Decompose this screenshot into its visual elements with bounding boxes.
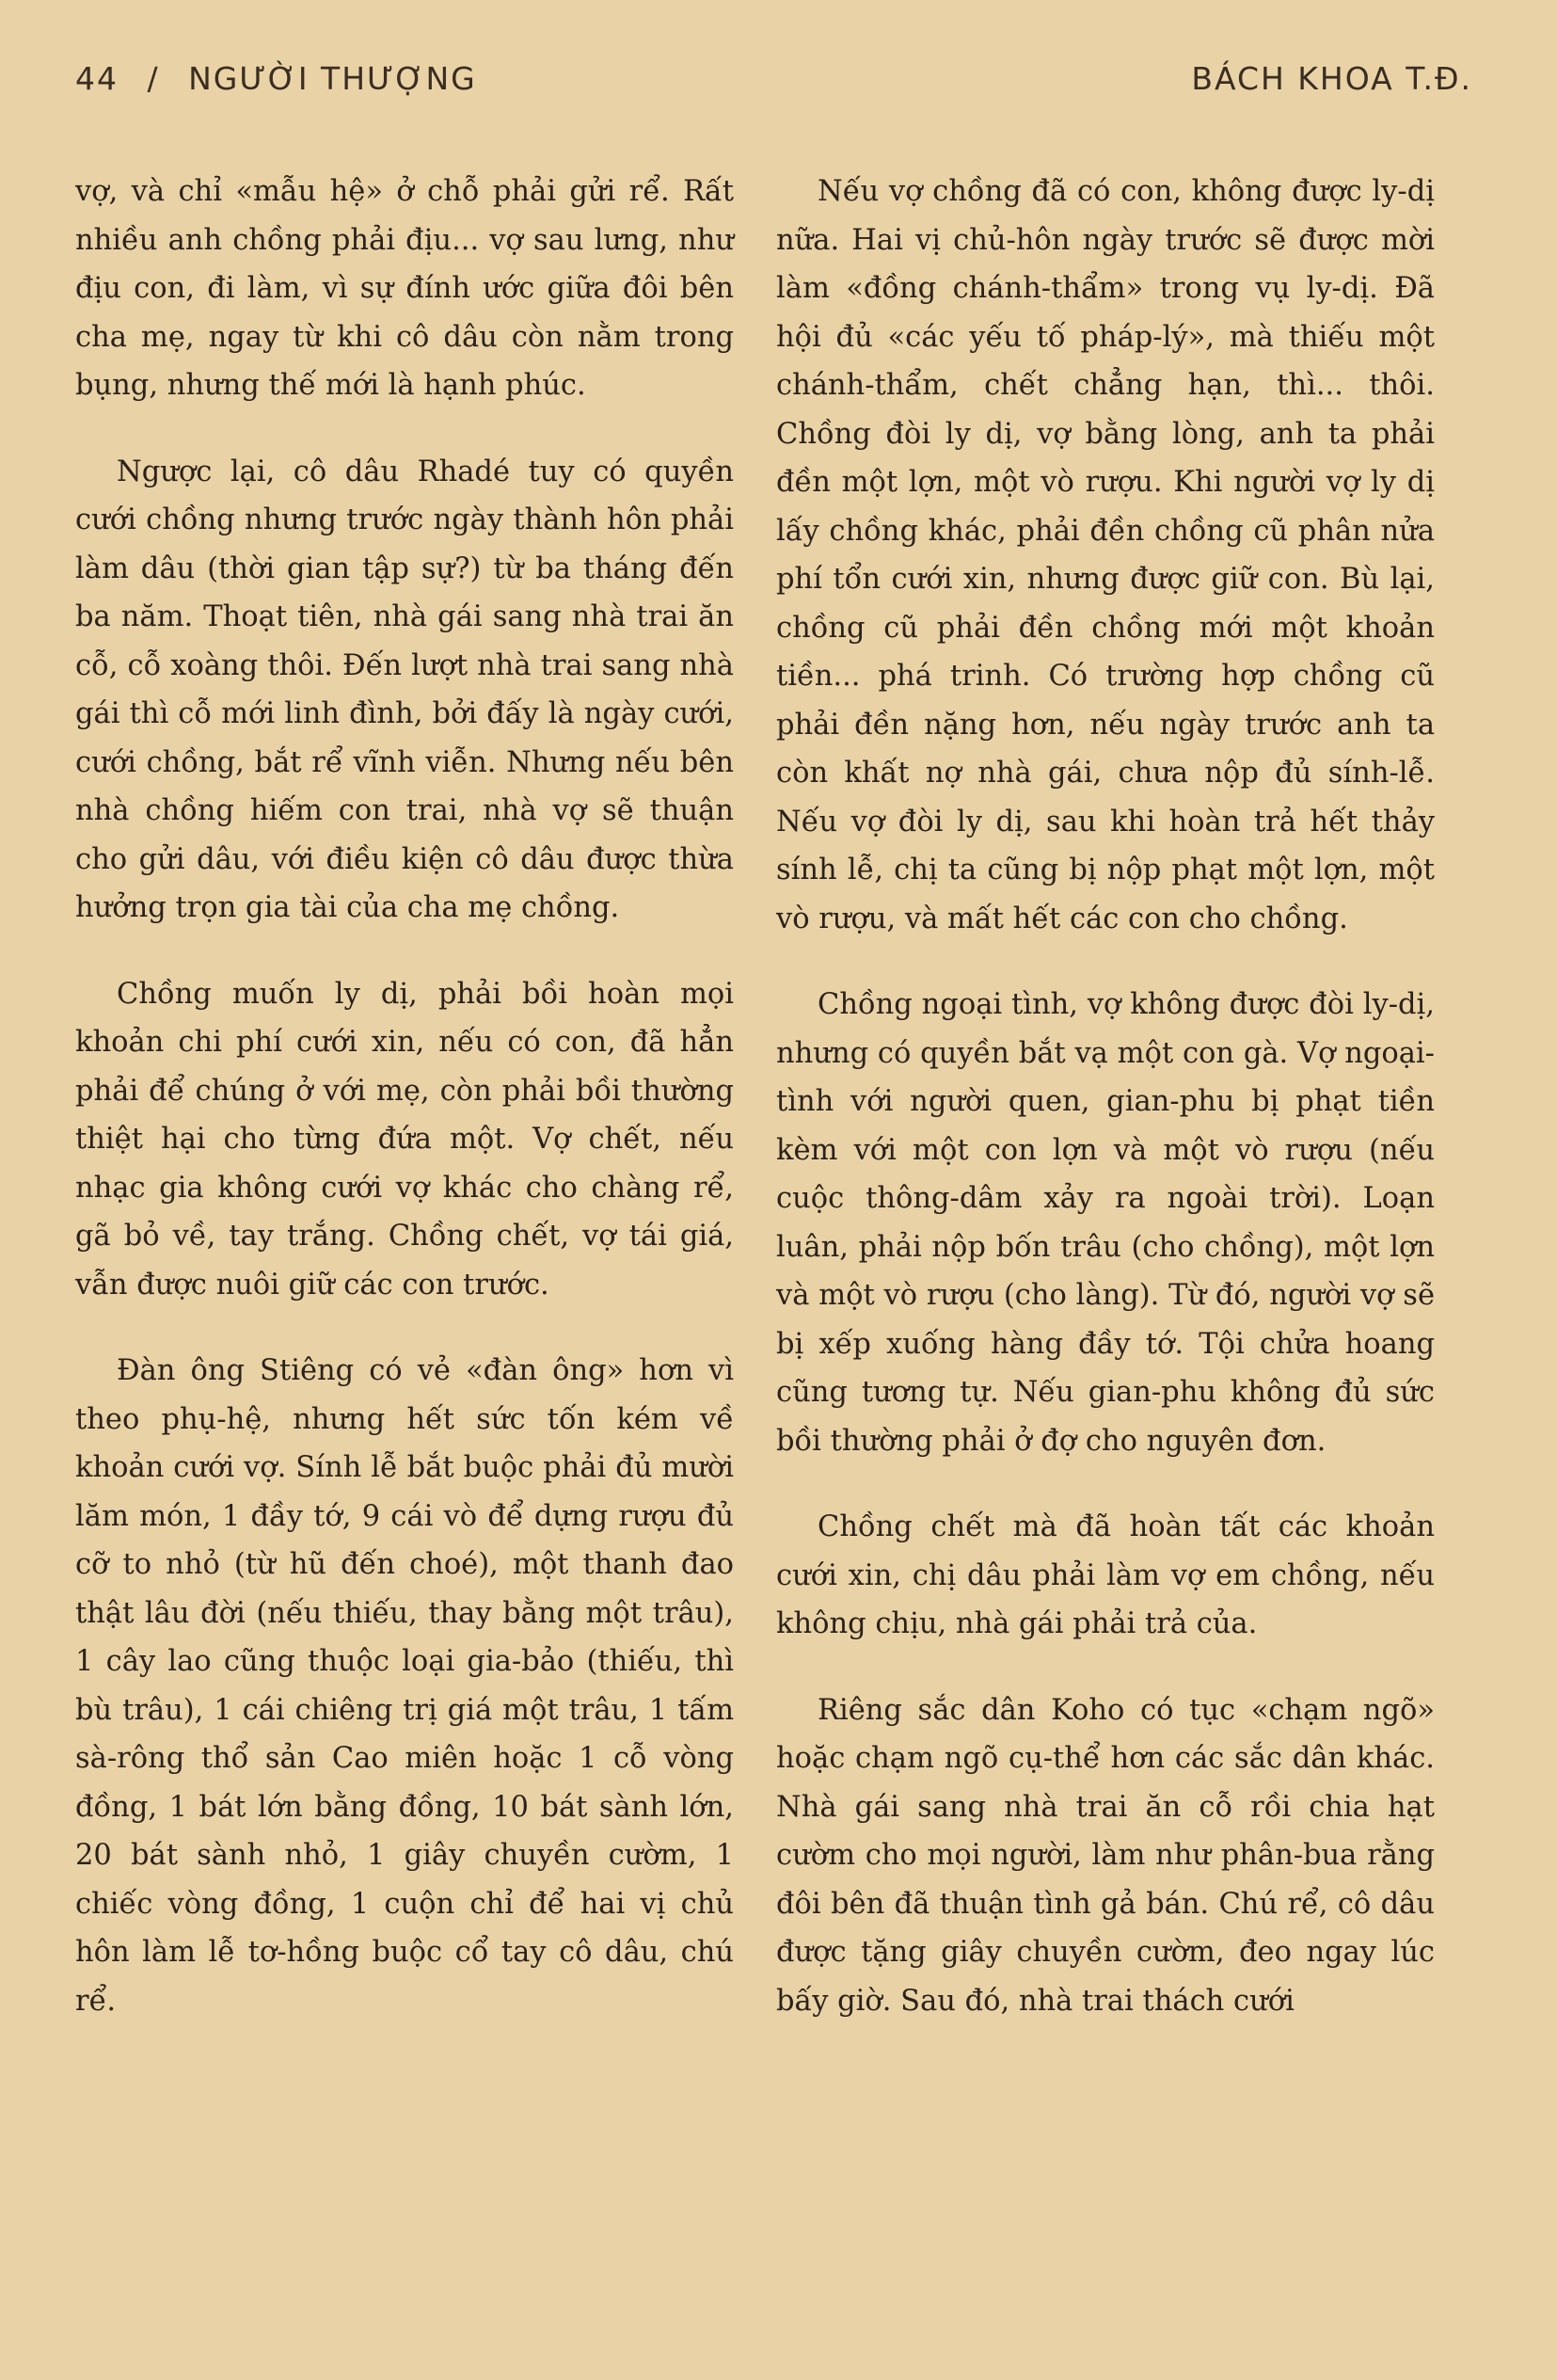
header-separator: /: [147, 59, 160, 97]
paragraph: vợ, và chỉ «mẫu hệ» ở chỗ phải gửi rể. Rất nhiều anh chồng phải địu... vợ sau lưng, như địu con, đi làm, vì sự đính ước giữa đôi bên cha mẹ, ngay từ khi cô dâu còn nằm trong bụng, nhưng thế mới là hạnh phúc.: [75, 175, 734, 402]
paragraph: Đàn ông Stiêng có vẻ «đàn ông» hơn vì theo phụ-hệ, nhưng hết sức tốn kém về khoản cưới vợ. Sính lễ bắt buộc phải đủ mười lăm món, 1 đầy tớ, 9 cái vò để dựng rượu đủ cỡ to nhỏ (từ hũ đến choé), một thanh đao thật lâu đời (nếu thiếu, thay bằng một trâu), 1 cây lao cũng thuộc loại gia-bảo (thiếu, thì bù trâu), 1 cái chiêng trị giá một trâu, 1 tấm sà-rông thổ sản Cao miên hoặc 1 cỗ vòng đồng, 1 bát lớn bằng đồng, 10 bát sành lớn, 20 bát sành nhỏ, 1 giây chuyền cườm, 1 chiếc vòng đồng, 1 cuộn chỉ để hai vị chủ hôn làm lễ tơ-hồng buộc cổ tay cô dâu, chú rể.: [75, 1354, 734, 2018]
paragraph: Chồng ngoại tình, vợ không được đòi ly-dị, nhưng có quyền bắt vạ một con gà. Vợ ngoại-tình với người quen, gian-phu bị phạt tiền kèm với một con lợn và một vò rượu (nếu cuộc thông-dâm xảy ra ngoài trời). Loạn luân, phải nộp bốn trâu (cho chồng), một lợn và một vò rượu (cho làng). Từ đó, người vợ sẽ bị xếp xuống hàng đầy tớ. Tội chửa hoang cũng tương tự. Nếu gian-phu không đủ sức bồi thường phải ở đợ cho nguyên đơn.: [776, 988, 1435, 1458]
paragraph: Nếu vợ chồng đã có con, không được ly-dị nữa. Hai vị chủ-hôn ngày trước sẽ được mời làm «đồng chánh-thẩm» trong vụ ly-dị. Đã hội đủ «các yếu tố pháp-lý», mà thiếu một chánh-thẩm, chết chẳng hạn, thì... thôi. Chồng đòi ly dị, vợ bằng lòng, anh ta phải đền một lợn, một vò rượu. Khi người vợ ly dị lấy chồng khác, phải đền chồng cũ phân nửa phí tổn cưới xin, nhưng được giữ con. Bù lại, chồng cũ phải đền chồng mới một khoản tiền... phá trinh. Có trường hợp chồng cũ phải đền nặng hơn, nếu ngày trước anh ta còn khất nợ nhà gái, chưa nộp đủ sính-lễ. Nếu vợ đòi ly dị, sau khi hoàn trả hết thảy sính lễ, chị ta cũng bị nộp phạt một lợn, một vò rượu, và mất hết các con cho chồng.: [776, 175, 1435, 935]
paragraph: Riêng sắc dân Koho có tục «chạm ngõ» hoặc chạm ngõ cụ-thể hơn các sắc dân khác. Nhà gái sang nhà trai ăn cỗ rồi chia hạt cườm cho mọi người, làm như phân-bua rằng đôi bên đã thuận tình gả bán. Chú rể, cô dâu được tặng giây chuyền cườm, đeo ngay lúc bấy giờ. Sau đó, nhà trai thách cưới: [776, 1693, 1435, 2018]
right-column: [776, 168, 1435, 2063]
paragraph: Ngược lại, cô dâu Rhadé tuy có quyền cưới chồng nhưng trước ngày thành hôn phải làm dâu (thời gian tập sự?) từ ba tháng đến ba năm. Thoạt tiên, nhà gái sang nhà trai ăn cỗ, cỗ xoàng thôi. Đến lượt nhà trai sang nhà gái thì cỗ mới linh đình, bởi đấy là ngày cưới, cưới chồng, bắt rể vĩnh viễn. Nhưng nếu bên nhà chồng hiếm con trai, nhà vợ sẽ thuận cho gửi dâu, với điều kiện cô dâu được thừa hưởng trọn gia tài của cha mẹ chồng.: [75, 455, 734, 924]
publication-title: BÁCH KHOA T.Đ.: [1191, 59, 1472, 97]
paragraph: Chồng muốn ly dị, phải bồi hoàn mọi khoản chi phí cưới xin, nếu có con, đã hẳn phải để chúng ở với mẹ, còn phải bồi thường thiệt hại cho từng đứa một. Vợ chết, nếu nhạc gia không cưới vợ khác cho chàng rể, gã bỏ về, tay trắng. Chồng chết, vợ tái giá, vẫn được nuôi giữ các con trước.: [75, 977, 734, 1302]
header-left: [75, 60, 494, 97]
paragraph: Chồng chết mà đã hoàn tất các khoản cưới xin, chị dâu phải làm vợ em chồng, nếu không chịu, nhà gái phải trả của.: [776, 1510, 1435, 1640]
section-title: NGƯỜI THƯỢNG: [188, 59, 477, 97]
left-column: [75, 168, 734, 2063]
page-header: [75, 55, 1472, 102]
page-number: 44: [75, 59, 119, 97]
